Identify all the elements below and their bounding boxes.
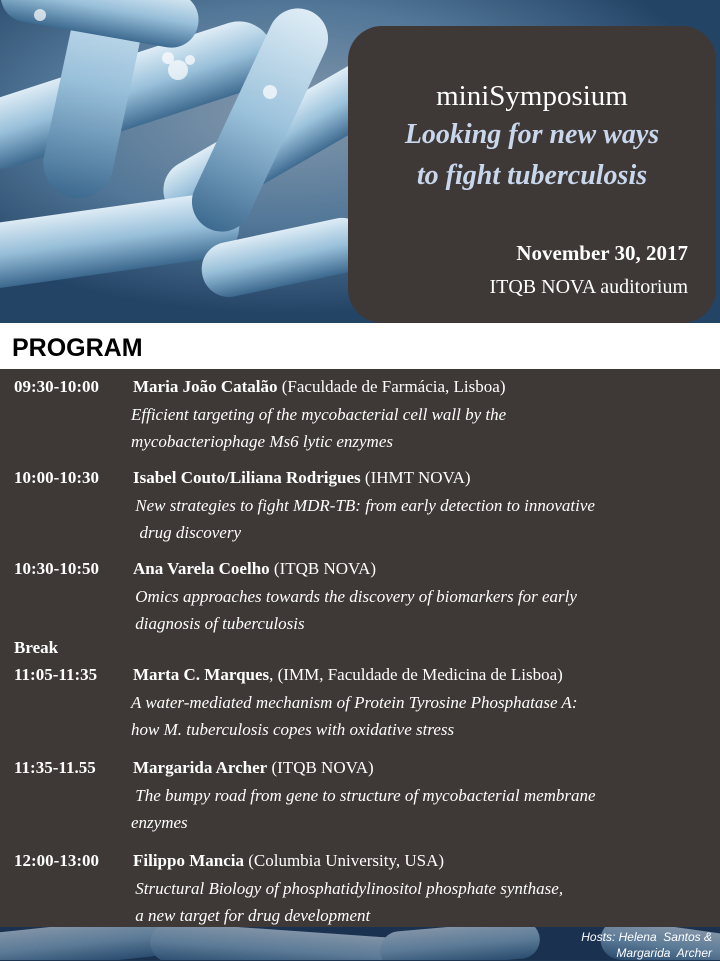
slot-time: 09:30-10:00 [14,377,99,396]
talk-line-2: diagnosis of tuberculosis [131,614,305,633]
slot-speaker [133,758,374,778]
talk-title [131,782,711,836]
symposium-name: miniSymposium [436,80,628,112]
talk-title [131,492,711,546]
slot-speaker [133,468,471,488]
talk-title [131,401,711,455]
slot-time: 12:00-13:00 [14,851,99,870]
symposium-subtitle [348,114,716,196]
speaker-name: Isabel Couto/Liliana Rodrigues [133,468,361,487]
talk-line-2: drug discovery [131,523,242,542]
subtitle-line-2: to fight tuberculosis [416,160,648,191]
speaker-affiliation: (ITQB NOVA) [267,758,374,777]
talk-line-1: A water-mediated mechanism of Protein Tyrosine Phosphatase A: [131,693,578,712]
talk-line-1: Structural Biology of phosphatidylinositol phosphate synthase, [131,879,564,898]
speaker-name: Marta C. Marques [133,665,270,684]
hosts-line-1: Hosts: Helena Santos & [581,930,712,944]
speaker-name: Margarida Archer [133,758,268,777]
talk-line-2: enzymes [131,813,188,832]
speaker-name: Maria João Catalão [133,377,278,396]
talk-line-1: New strategies to fight MDR-TB: from early detection to innovative [131,496,595,515]
talk-line-1: Efficient targeting of the mycobacterial cell wall by the [131,405,507,424]
program-heading-bar [0,323,720,369]
speaker-affiliation: (Columbia University, USA) [243,851,445,870]
speaker-affiliation: (Faculdade de Farmácia, Lisboa) [277,377,506,396]
break-label: Break [14,638,59,657]
talk-line-2: a new target for drug development [131,906,371,925]
slot-time: 10:30-10:50 [14,559,99,578]
talk-title [131,583,711,637]
slot-time: 11:35-11.55 [14,758,96,777]
hosts-line-2: Margarida Archer [616,946,712,960]
talk-line-2: mycobacteriophage Ms6 lytic enzymes [131,432,393,451]
slot-time: 10:00-10:30 [14,468,99,487]
slot-speaker [133,665,563,685]
talk-title [131,689,711,743]
talk-line-1: Omics approaches towards the discovery of biomarkers for early [131,587,577,606]
program-schedule [0,369,720,927]
speaker-affiliation: (ITQB NOVA) [269,559,377,578]
event-venue: ITQB NOVA auditorium [489,276,688,298]
speaker-affiliation: (IHMT NOVA) [360,468,471,487]
subtitle-line-1: Looking for new ways [404,119,660,150]
speaker-affiliation: , (IMM, Faculdade de Medicina de Lisboa) [269,665,563,684]
speaker-name: Filippo Mancia [133,851,244,870]
talk-line-2: how M. tuberculosis copes with oxidative stress [131,720,455,739]
symposium-title-panel [348,26,716,323]
speaker-name: Ana Varela Coelho [133,559,270,578]
talk-title [131,875,711,929]
program-heading: PROGRAM [12,334,143,362]
event-date: November 30, 2017 [516,241,688,265]
slot-speaker [133,559,376,579]
hosts-credit [522,929,712,961]
talk-line-1: The bumpy road from gene to structure of mycobacterial membrane [131,786,596,805]
slot-time: 11:05-11:35 [14,665,98,684]
slot-speaker [133,851,444,871]
slot-speaker [133,377,505,397]
